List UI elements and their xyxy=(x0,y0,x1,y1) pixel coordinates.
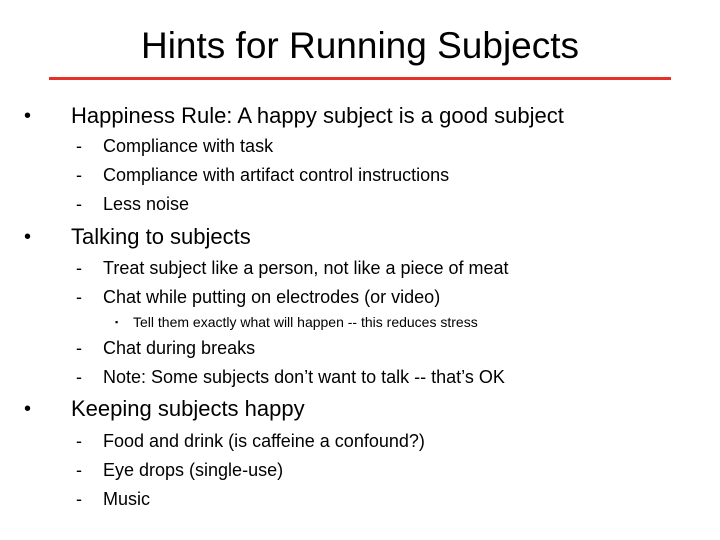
dash-marker: - xyxy=(76,165,82,185)
bullet-text: Keeping subjects happy xyxy=(71,396,305,421)
dash-marker: - xyxy=(76,287,82,307)
dash-marker: - xyxy=(76,367,82,387)
sub-sub-bullet-text: Tell them exactly what will happen -- this reduces stress xyxy=(133,314,478,330)
sub-bullet-text: Treat subject like a person, not like a piece of meat xyxy=(103,258,509,278)
title-underline xyxy=(49,77,671,80)
sub-bullet-text: Music xyxy=(103,489,151,509)
dash-marker: - xyxy=(76,194,82,214)
bullet-marker: • xyxy=(24,226,32,248)
bullet-text: Happiness Rule: A happy subject is a good subject xyxy=(71,103,564,128)
dash-marker: - xyxy=(76,431,82,451)
square-marker: ▪ xyxy=(115,317,119,327)
dash-marker: - xyxy=(76,489,82,509)
sub-bullet-text: Compliance with task xyxy=(103,136,274,156)
dash-marker: - xyxy=(76,258,82,278)
bullet-text: Talking to subjects xyxy=(71,224,251,249)
sub-bullet-text: Compliance with artifact control instructions xyxy=(103,165,450,185)
sub-bullet-text: Food and drink (is caffeine a confound?) xyxy=(103,431,425,451)
bullet-marker: • xyxy=(24,105,32,127)
dash-marker: - xyxy=(76,136,82,156)
dash-marker: - xyxy=(76,460,82,480)
sub-bullet-text: Note: Some subjects don’t want to talk -- that’s OK xyxy=(103,367,505,387)
sub-bullet-text: Less noise xyxy=(103,194,190,214)
bullet-marker: • xyxy=(24,398,32,420)
sub-bullet-text: Chat while putting on electrodes (or video) xyxy=(103,287,441,307)
slide-title: Hints for Running Subjects xyxy=(140,25,580,66)
sub-bullet-text: Eye drops (single-use) xyxy=(103,460,284,480)
dash-marker: - xyxy=(76,338,82,358)
sub-bullet-text: Chat during breaks xyxy=(103,338,256,358)
